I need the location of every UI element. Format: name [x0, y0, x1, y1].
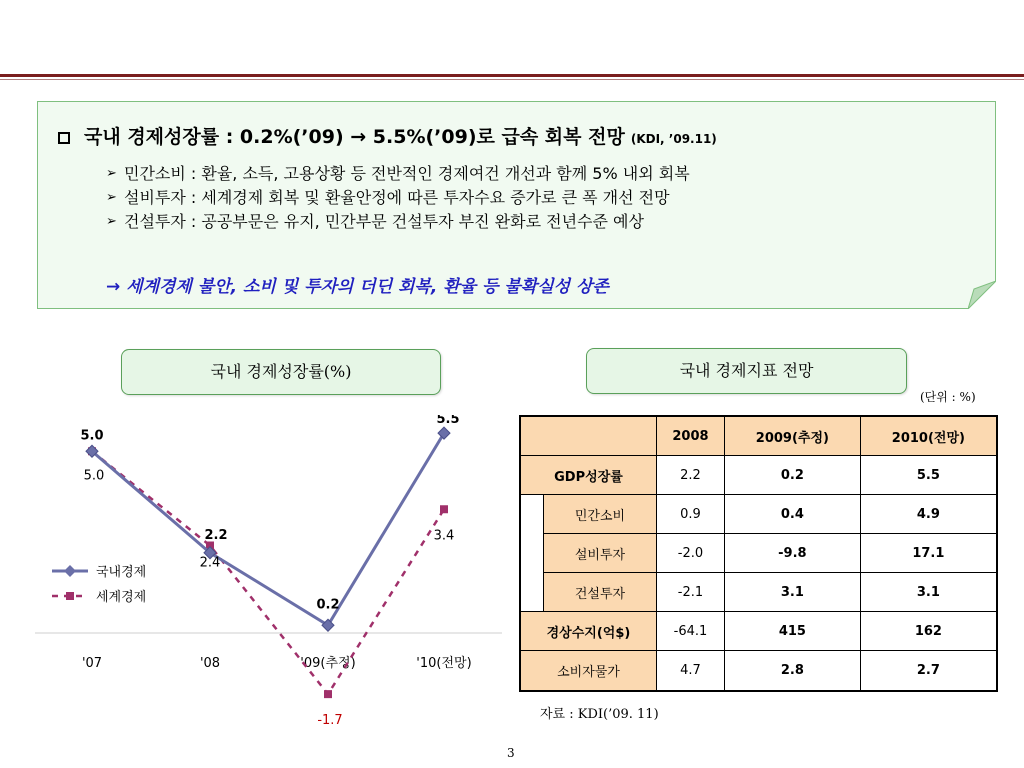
table-cell: -64.1: [656, 612, 724, 651]
indent-cell: [520, 495, 544, 534]
table-row: [520, 573, 997, 612]
header-cell: 2009(추정): [725, 416, 861, 456]
arrow-bullet-icon: ➢: [106, 214, 117, 229]
table-cell: 2.7: [860, 651, 997, 691]
arrow-bullet-icon: ➢: [106, 166, 117, 181]
table-row: [520, 612, 997, 651]
row-label-text: 경상수지(억$): [546, 625, 631, 641]
table-row: [520, 534, 997, 573]
legend-label-world: 세계경제: [96, 590, 147, 605]
row-label-text: GDP성장률: [554, 469, 623, 485]
legend-marker-domestic: [64, 565, 76, 577]
bullet-text: 건설투자 : 공공부문은 유지, 민간부문 건설투자 부진 완화로 전년수준 예상: [124, 212, 644, 231]
page-fold-icon: [968, 281, 996, 309]
checkbox-square-icon: [58, 132, 70, 144]
table-row: [520, 456, 997, 495]
summary-note-box: [37, 101, 996, 309]
table-cell: 162: [860, 612, 997, 651]
indent-cell: [520, 534, 544, 573]
indicator-table-label: 국내 경제지표 전망: [586, 348, 907, 394]
data-label-domestic: 2.2: [204, 527, 228, 543]
data-label-world: 3.4: [433, 528, 455, 544]
table-row: [520, 651, 997, 691]
row-label: [520, 456, 656, 495]
growth-line-chart: [30, 415, 510, 735]
indent-cell: [520, 573, 544, 612]
data-label-world: -1.7: [317, 713, 343, 729]
list-item: [106, 162, 690, 186]
data-label-world: 2.4: [199, 555, 221, 571]
table-cell: 415: [725, 612, 861, 651]
x-tick-label: '10(전망): [416, 656, 472, 671]
legend-label-domestic: 국내경제: [96, 565, 147, 580]
table-header-row: [520, 416, 997, 456]
header-cell: 2010(전망): [860, 416, 997, 456]
table-cell: 0.9: [656, 495, 724, 534]
table-cell: 3.1: [860, 573, 997, 612]
data-point-world: [324, 690, 332, 698]
row-label: 소비자물가: [520, 651, 656, 691]
table-cell: 0.2: [725, 456, 861, 495]
headline-title: 국내 경제성장률 : 0.2%(’09) → 5.5%(’09)로 급속 회복 전망: [84, 126, 625, 148]
table-cell: 4.9: [860, 495, 997, 534]
table-cell: 2.8: [725, 651, 861, 691]
header-blank-cell: [520, 416, 656, 456]
bullet-text: 설비투자 : 세계경제 회복 및 환율안정에 따른 투자수요 증가로 큰 폭 개선 전망: [124, 188, 670, 207]
top-rule-thin: [0, 79, 1024, 80]
row-label: 설비투자: [544, 534, 657, 573]
list-item: [106, 186, 690, 210]
list-item: [106, 210, 690, 234]
header-cell: 2008: [656, 416, 724, 456]
forecast-table: [519, 415, 998, 692]
table-row: [520, 495, 997, 534]
table-cell: -9.8: [725, 534, 861, 573]
table-cell: -2.0: [656, 534, 724, 573]
table-cell: -2.1: [656, 573, 724, 612]
data-label-domestic: 5.0: [80, 428, 104, 444]
headline: [58, 122, 717, 149]
table-cell: 5.5: [860, 456, 997, 495]
bullet-text: 민간소비 : 환율, 소득, 고용상황 등 전반적인 경제여건 개선과 함께 5% 내외 회복: [124, 164, 690, 183]
top-rule: [0, 74, 1024, 77]
data-label-world: 5.0: [83, 468, 105, 484]
data-point-world: [440, 505, 448, 513]
row-label: 건설투자: [544, 573, 657, 612]
x-tick-label: '09(추정): [300, 656, 356, 671]
source-note: 자료 : KDI(’09. 11): [540, 707, 659, 722]
data-label-domestic: 5.5: [436, 415, 460, 428]
unit-note: (단위 : %): [920, 390, 976, 404]
page-number: 3: [507, 746, 515, 760]
conclusion-text: → 세계경제 불안, 소비 및 투자의 더딘 회복, 환율 등 불확실성 상존: [106, 277, 609, 297]
growth-chart-label: 국내 경제성장률(%): [121, 349, 441, 395]
table-cell: 17.1: [860, 534, 997, 573]
table-cell: 4.7: [656, 651, 724, 691]
arrow-bullet-icon: ➢: [106, 190, 117, 205]
x-tick-label: '08: [199, 656, 221, 671]
row-label: 민간소비: [544, 495, 657, 534]
headline-source: (KDI, ’09.11): [630, 132, 717, 146]
table-cell: 2.2: [656, 456, 724, 495]
legend-marker-world: [66, 592, 74, 600]
bullet-list: [106, 162, 690, 234]
table-cell: 0.4: [725, 495, 861, 534]
data-label-domestic: 0.2: [316, 597, 340, 613]
row-label: [520, 612, 656, 651]
x-tick-label: '07: [81, 656, 103, 671]
table-cell: 3.1: [725, 573, 861, 612]
